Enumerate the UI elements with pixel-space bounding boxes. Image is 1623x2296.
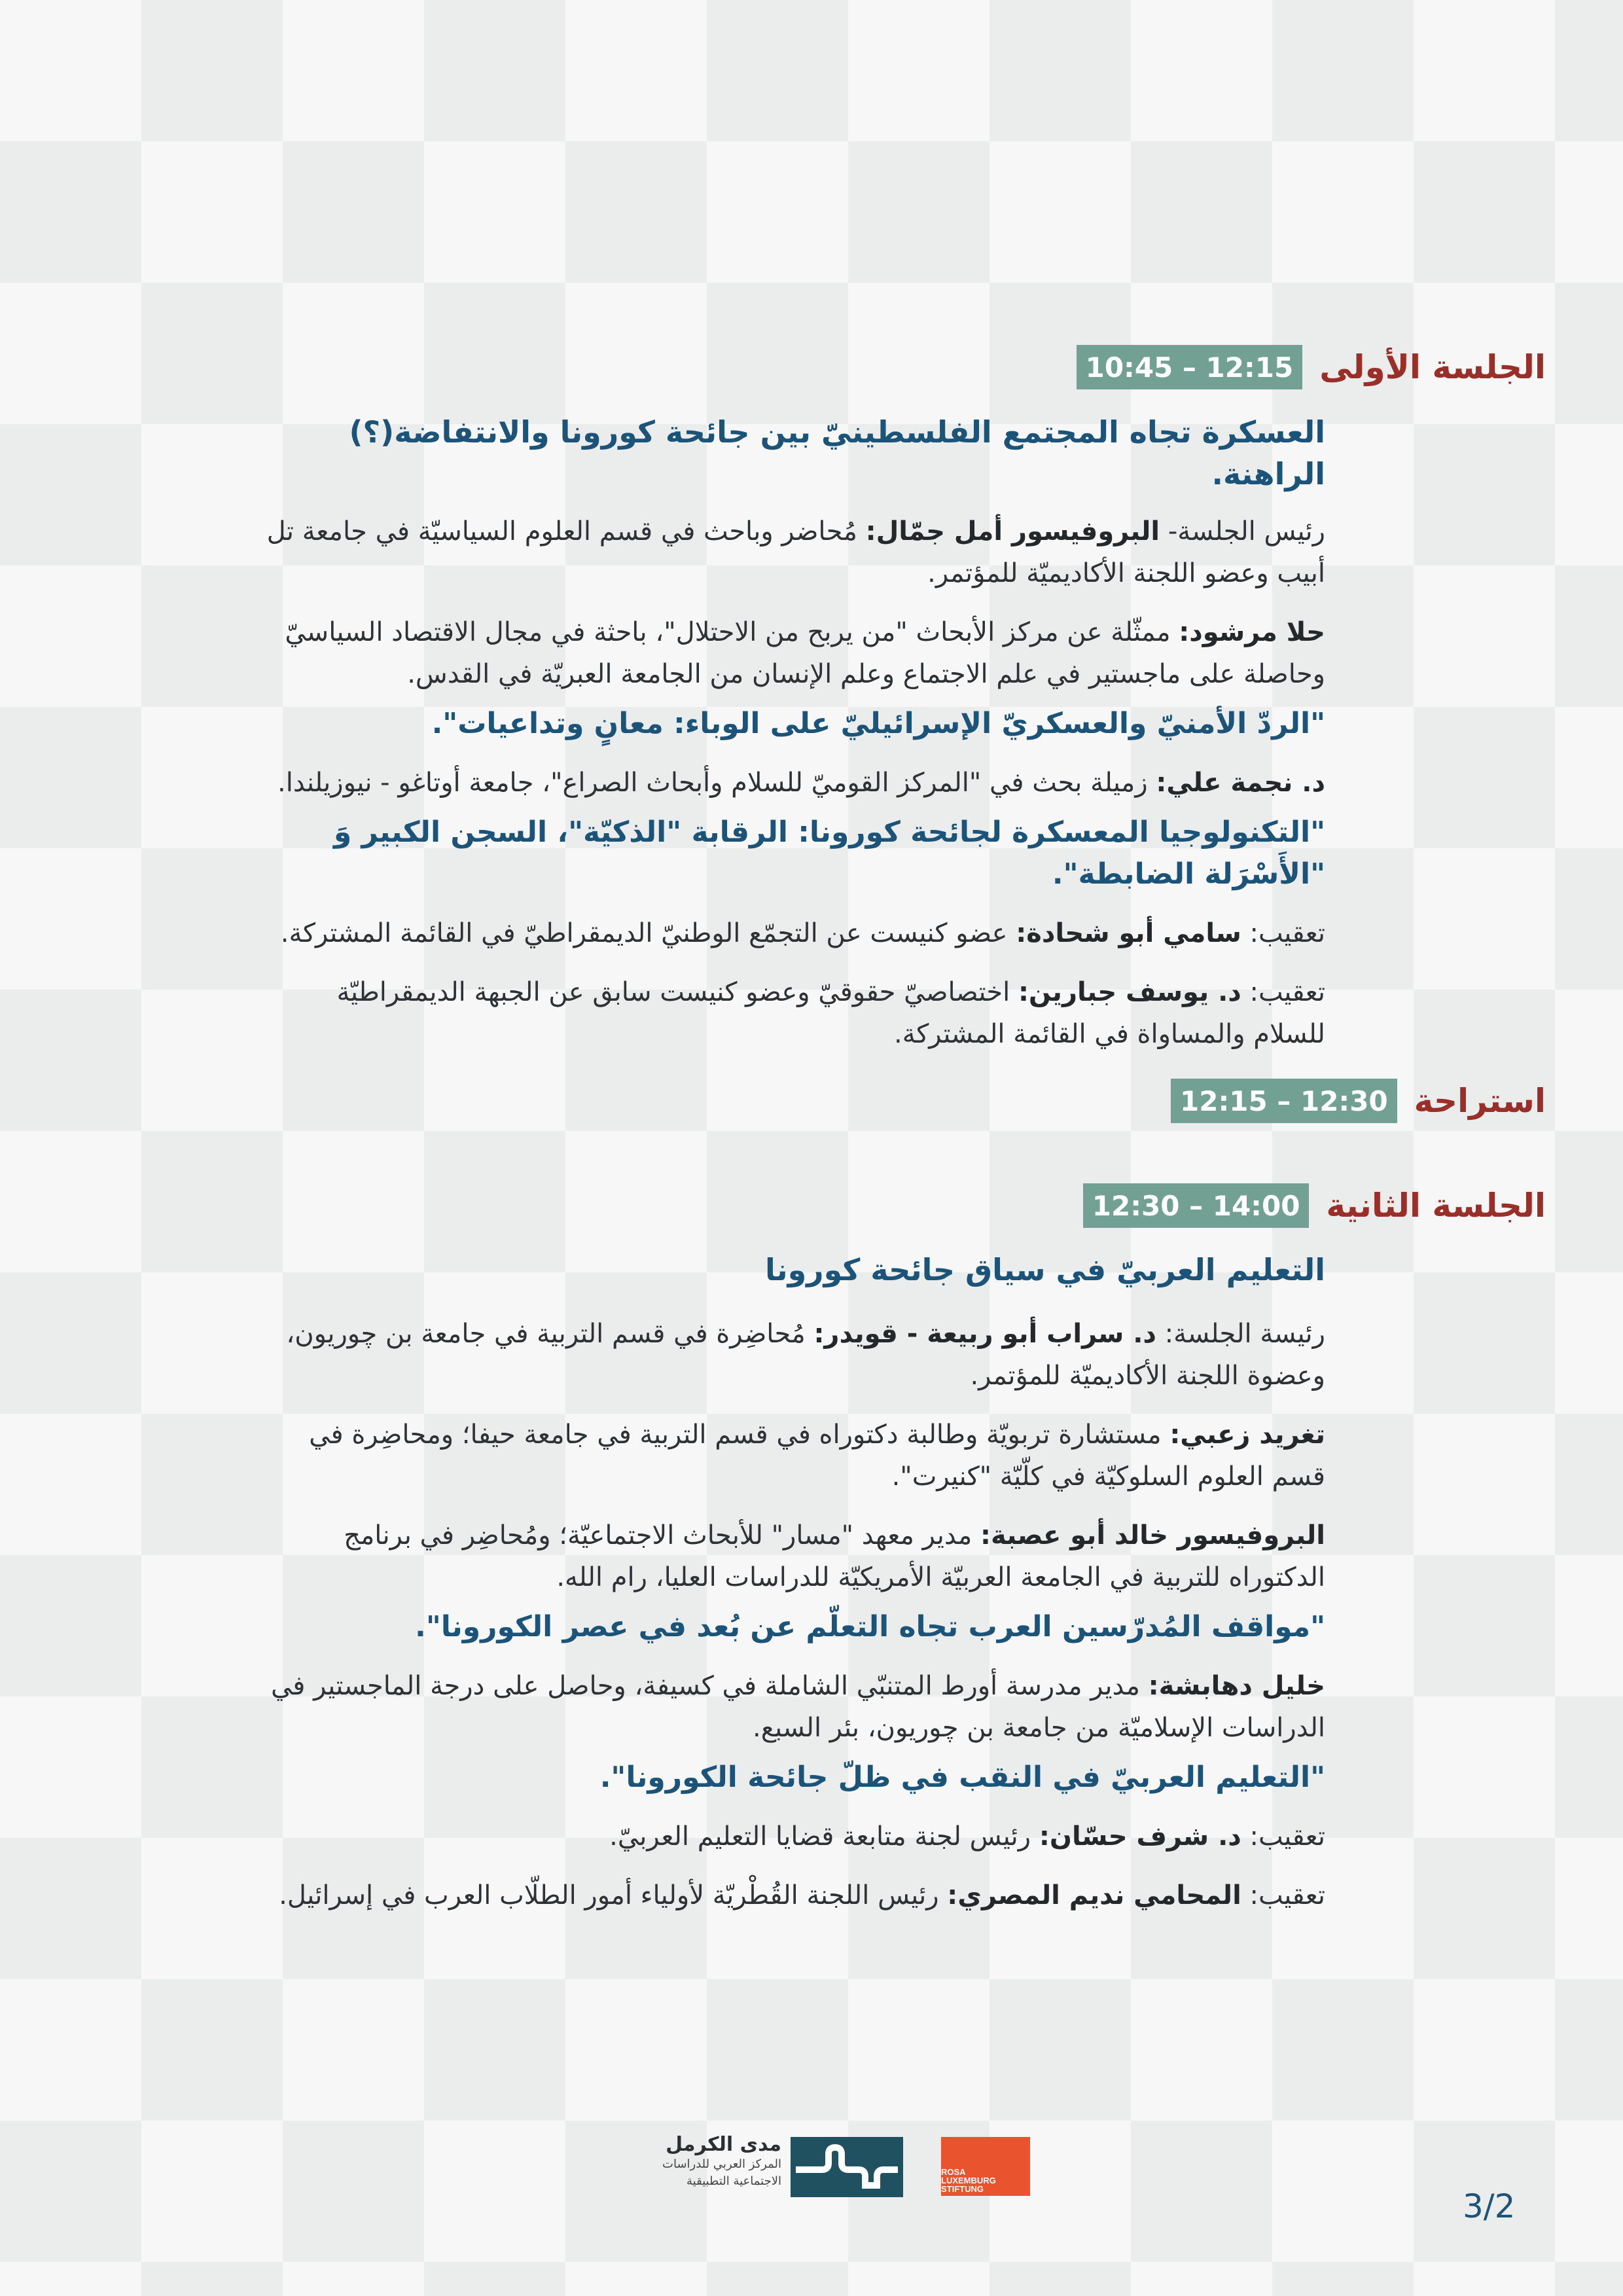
session1-speaker1-topic: "الردّ الأمنيّ والعسكريّ الإسرائيليّ على الوباء: معانٍ وتداعيات".: [431, 707, 1325, 740]
response-prefix: تعقيب:: [1241, 1821, 1325, 1852]
session1-header: [1077, 345, 1546, 389]
chair-desc: مُحاضِرة في قسم التربية في جامعة بن چوريون، وعضوة اللجنة الأكاديميّة للمؤتمر.: [286, 1319, 1325, 1391]
session1-response2: [262, 971, 1325, 1055]
chair-name: البروفيسور أمل جمّال:: [865, 516, 1160, 547]
chair-prefix: رئيس الجلسة-: [1160, 516, 1325, 547]
session2-header: [1083, 1183, 1546, 1228]
session2-response1: [262, 1816, 1325, 1857]
session1-speaker2-topic: "التكنولوجيا المعسكرة لجائحة كورونا: الرقابة "الذكيّة"، السجن الكبير وَ "الأَسْرَلة الضابطة".: [333, 816, 1325, 891]
speaker-desc: مدير مدرسة أورط المتنبّي الشاملة في كسيفة، وحاصل على درجة الماجستير في الدراسات الإسلاميّة من جامعة بن چوريون، بئر السبع.: [270, 1671, 1325, 1743]
speaker-desc: مدير معهد "مسار" للأبحاث الاجتماعيّة؛ ومُحاضِر في برنامج الدكتوراه للتربية في الجامعة العربيّة الأمريكيّة للدراسات العليا، رام الله.: [344, 1520, 1325, 1592]
response-desc: اختصاصيّ حقوقيّ وعضو كنيست سابق عن الجبهة الديمقراطيّة للسلام والمساواة في القائمة المشتركة.: [336, 977, 1325, 1049]
rosa-line1: ROSA: [941, 2167, 966, 2177]
madaa-name: مدى الكرمل: [666, 2133, 781, 2156]
madaa-logo: [582, 2130, 903, 2196]
response-prefix: تعقيب:: [1241, 918, 1325, 948]
session1-speaker2: [262, 762, 1325, 804]
break-header: [1171, 1079, 1546, 1123]
madaa-sub1: المركز العربي للدراسات: [662, 2157, 781, 2171]
session2-speaker3: [262, 1665, 1325, 1749]
madaa-text: [662, 2133, 781, 2190]
chair-prefix: رئيسة الجلسة:: [1156, 1319, 1325, 1349]
response-name: سامي أبو شحادة:: [1016, 918, 1241, 948]
response-name: د. يوسف جبارين:: [1018, 977, 1241, 1007]
madaa-sub2: الاجتماعية التطبيقية: [687, 2174, 781, 2188]
session2-title: الجلسة الثانية: [1326, 1187, 1546, 1225]
speaker-desc: ممثّلة عن مركز الأبحاث "من يربح من الاحتلال"، باحثة في مجال الاقتصاد السياسيّ وحاصلة على ماجستير في علم الاجتماع وعلم الإنسان من الجامعة العبريّة في القدس.: [285, 617, 1325, 689]
session2-chair: [262, 1313, 1325, 1397]
madaa-mark-icon: [791, 2137, 903, 2197]
session1-title: الجلسة الأولى: [1319, 348, 1546, 386]
session2-speaker2-topic: "مواقف المُدرّسين العرب تجاه التعلّم عن بُعد في عصر الكورونا".: [415, 1610, 1325, 1643]
speaker-name: البروفيسور خالد أبو عصبة:: [980, 1520, 1325, 1551]
session1-time-badge: 10:45 – 12:15: [1077, 345, 1303, 389]
break-title: استراحة: [1414, 1082, 1546, 1120]
chair-name: د. سراب أبو ربيعة - قويدر:: [813, 1319, 1156, 1349]
response-desc: رئيس لجنة متابعة قضايا التعليم العربيّ.: [609, 1821, 1039, 1852]
session2-speaker2: [262, 1515, 1325, 1598]
break-time-badge: 12:15 – 12:30: [1171, 1079, 1397, 1123]
speaker-name: تغريد زعبي:: [1169, 1420, 1325, 1450]
rosa-line2: LUXEMBURG: [941, 2176, 996, 2185]
response-name: المحامي نديم المصري:: [947, 1880, 1241, 1910]
rosa-text: [941, 2168, 996, 2193]
response-name: د. شرف حسّان:: [1039, 1821, 1241, 1852]
page-number: 3/2: [1463, 2187, 1516, 2225]
speaker-desc: مستشارة تربويّة وطالبة دكتوراه في قسم التربية في جامعة حيفا؛ ومحاضِرة في قسم العلوم السلوكيّة في كلّيّة "كنيرت".: [309, 1420, 1325, 1492]
session1-chair: [262, 511, 1325, 594]
speaker-name: حلا مرشود:: [1179, 617, 1325, 647]
response-desc: رئيس اللجنة القُطْريّة لأولياء أمور الطلّاب العرب في إسرائيل.: [279, 1880, 948, 1910]
session1-content-main: [262, 411, 1325, 1055]
session1-topic: العسكرة تجاه المجتمع الفلسطينيّ بين جائحة كورونا والانتفاضة(؟) الراهنة.: [349, 414, 1325, 492]
speaker-desc: زميلة بحث في "المركز القوميّ للسلام وأبحاث الصراع"، جامعة أوتاغو - نيوزيلندا.: [277, 768, 1156, 798]
rosa-line3: STIFTUNG: [941, 2184, 984, 2194]
session2-speaker3-topic: "التعليم العربيّ في النقب في ظلّ جائحة الكورونا".: [599, 1761, 1325, 1794]
response-prefix: تعقيب:: [1241, 977, 1325, 1007]
session2-topic: التعليم العربيّ في سياق جائحة كورونا: [765, 1252, 1325, 1287]
speaker-name: د. نجمة علي:: [1156, 768, 1325, 798]
session1-speaker1: [262, 611, 1325, 695]
chair-desc: مُحاضر وباحث في قسم العلوم السياسيّة في جامعة تل أبيب وعضو اللجنة الأكاديميّة للمؤتمر.: [266, 516, 1325, 588]
session1-response1: [262, 912, 1325, 954]
session2-time-badge: 12:30 – 14:00: [1083, 1183, 1310, 1228]
session2-content: [262, 1249, 1325, 1916]
speaker-name: خليل دهابشة:: [1148, 1671, 1325, 1701]
response-prefix: تعقيب:: [1241, 1880, 1325, 1910]
response-desc: عضو كنيست عن التجمّع الوطنيّ الديمقراطيّ في القائمة المشتركة.: [280, 918, 1016, 948]
rosa-luxemburg-logo: [941, 2137, 1030, 2196]
session2-response2: [262, 1874, 1325, 1916]
session2-speaker1: [262, 1414, 1325, 1498]
